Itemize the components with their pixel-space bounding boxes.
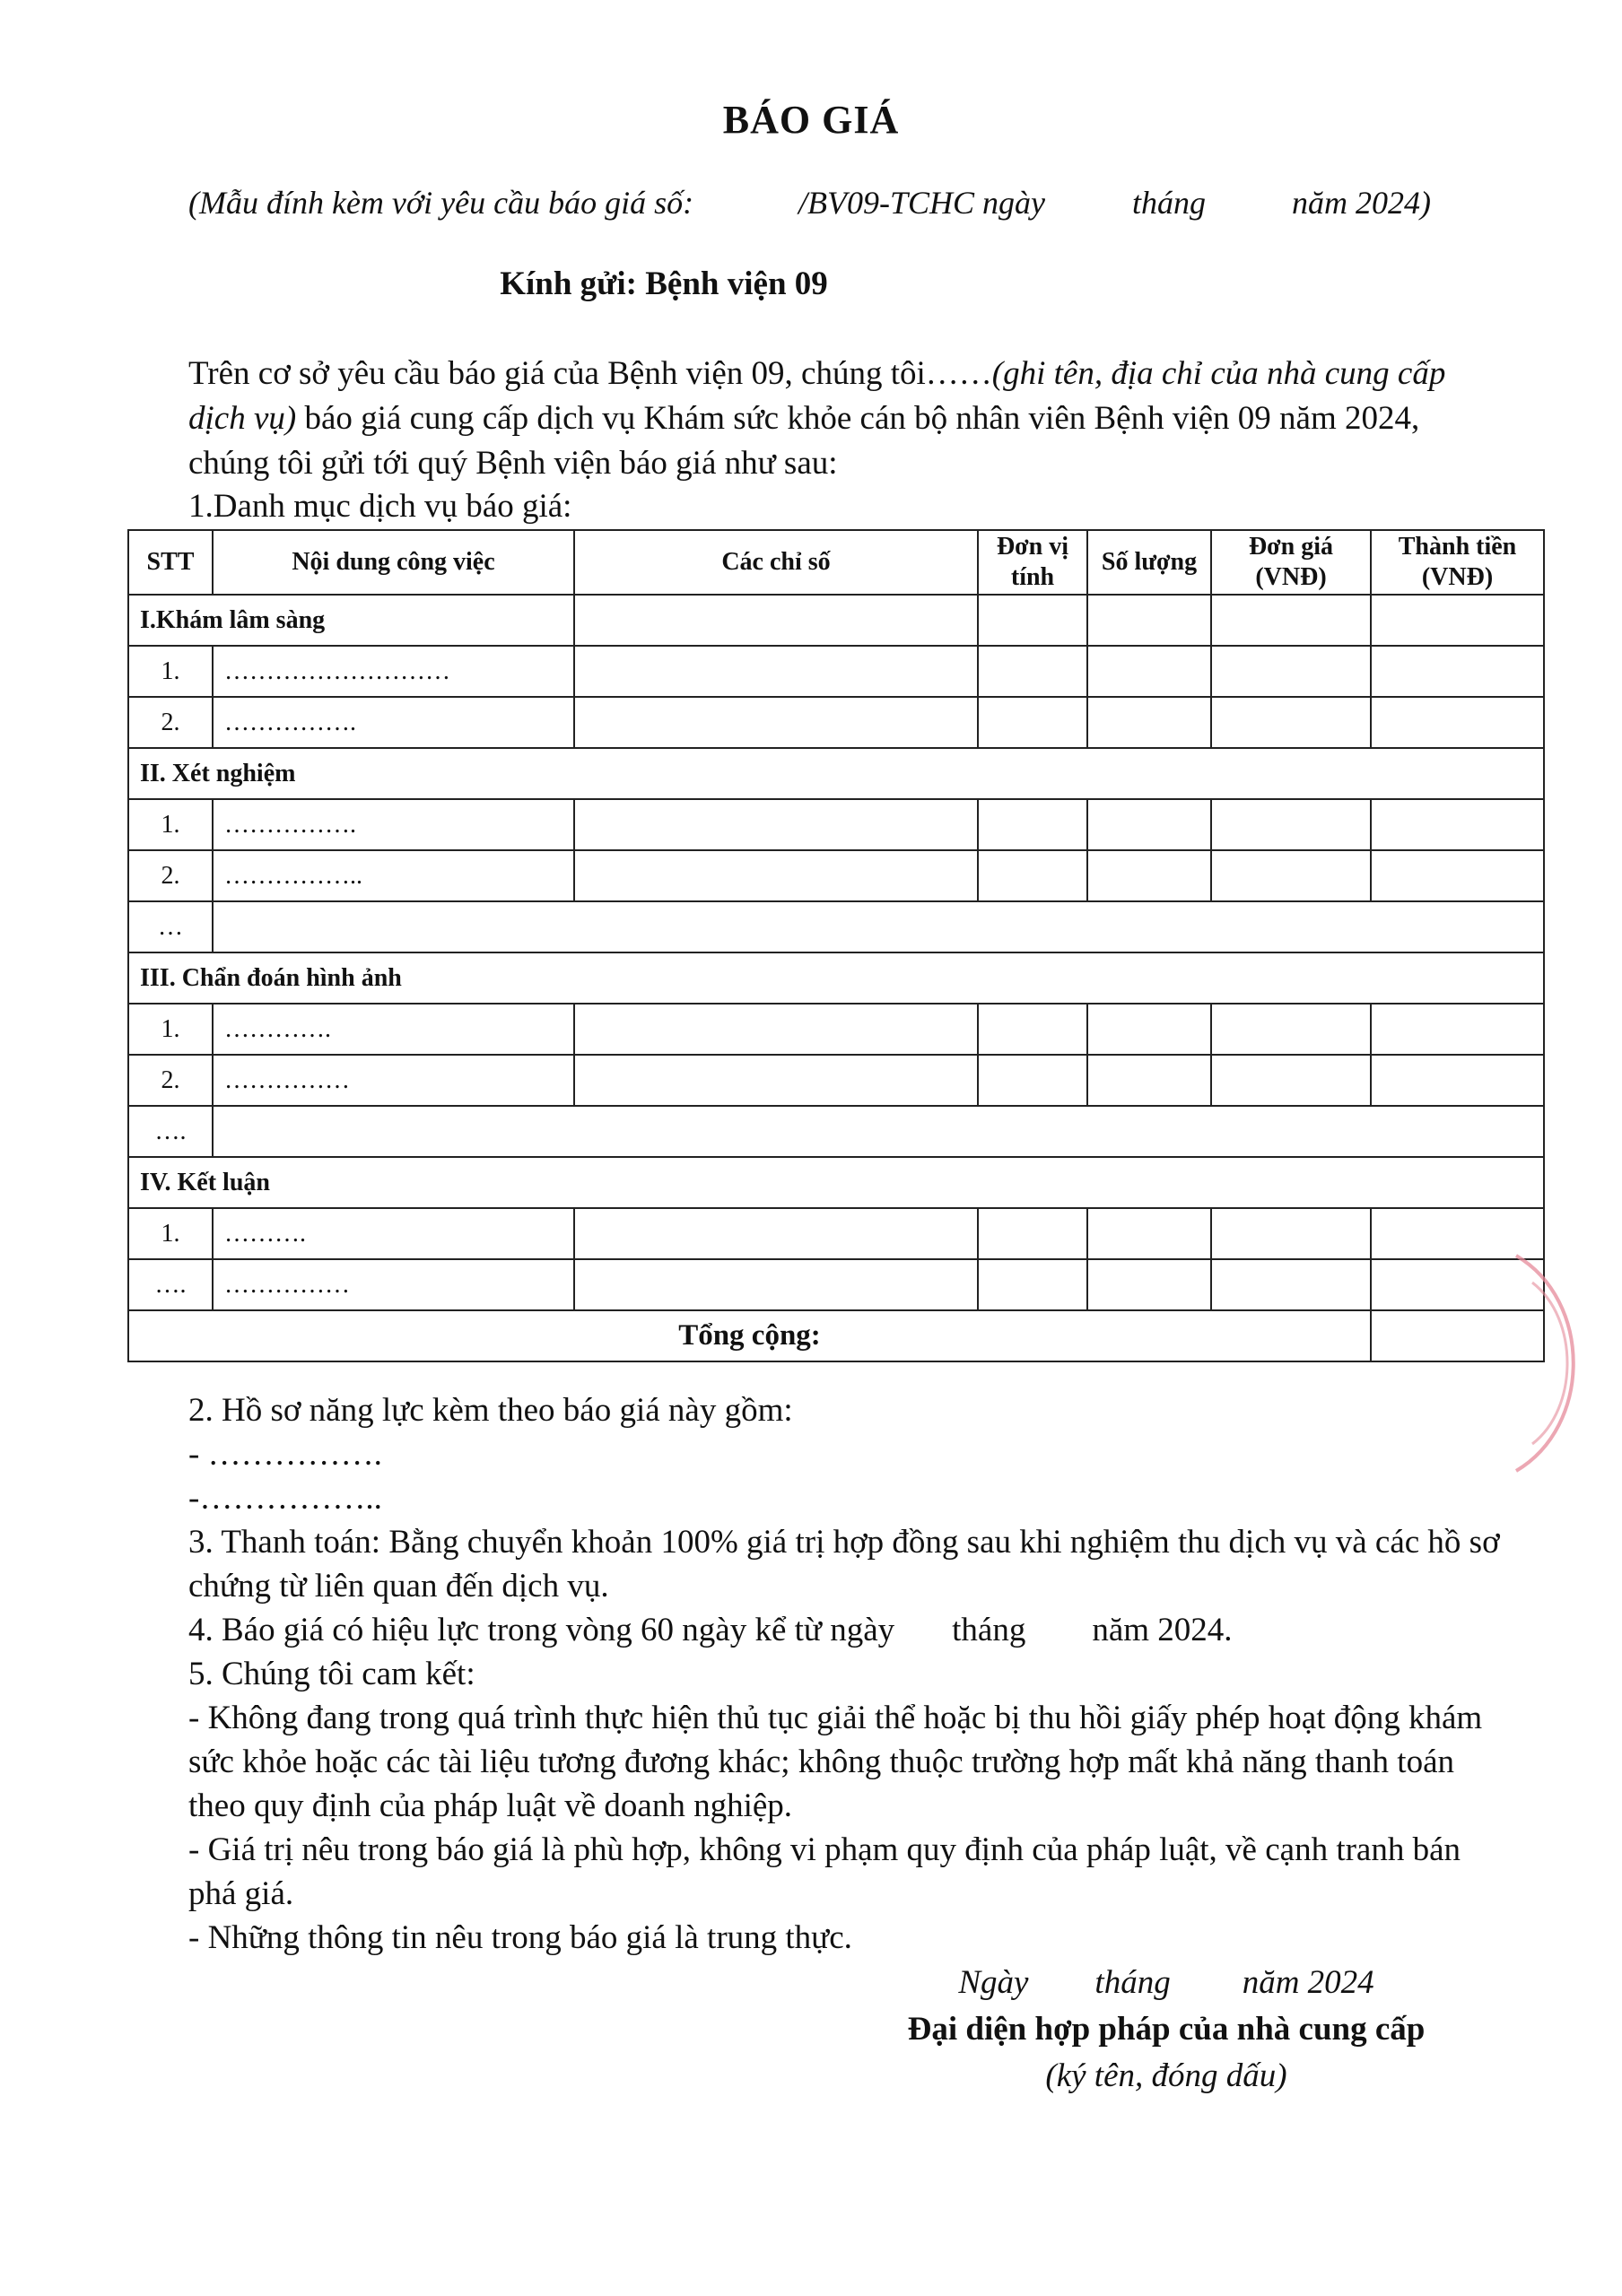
cell[interactable] — [1087, 1004, 1211, 1055]
commitment-3: - Những thông tin nêu trong báo giá là trung thực. — [188, 1919, 852, 1956]
header-stt: STT — [128, 530, 213, 595]
row-content[interactable]: …………. — [213, 1004, 574, 1055]
validity-text-c: năm 2024. — [1092, 1612, 1233, 1648]
intro-text-italic: (ghi tên, địa chỉ của nhà cung cấp dịch vụ) — [188, 355, 1446, 437]
cell[interactable] — [1211, 799, 1371, 850]
cell[interactable] — [1087, 646, 1211, 697]
row-stt: 1. — [128, 799, 213, 850]
sign-date-b: tháng — [1094, 1964, 1171, 2001]
cell[interactable] — [1087, 1259, 1211, 1310]
cell[interactable] — [574, 697, 978, 748]
cell[interactable] — [1211, 697, 1371, 748]
representative-title: Đại diện hợp pháp của nhà cung cấp — [907, 2011, 1426, 2048]
row-stt: 2. — [128, 697, 213, 748]
row-content[interactable]: …………… — [213, 1259, 574, 1310]
signature-date — [807, 1960, 1525, 2006]
cell[interactable] — [978, 646, 1087, 697]
cell[interactable] — [574, 1259, 978, 1310]
row-content[interactable]: ……………. — [213, 697, 574, 748]
row-content[interactable]: ……………………… — [213, 646, 574, 697]
commitment-1: - Không đang trong quá trình thực hiện thủ tục giải thể hoặc bị thu hồi giấy phép hoạt động khám sức khỏe hoặc các tài liệu tương đương khác; không thuộc trường hợp mất khả năng thanh toán theo quy định của pháp luật về doanh nghiệp. — [188, 1700, 1483, 1824]
cell[interactable] — [1087, 1055, 1211, 1106]
table-header-row — [128, 530, 1544, 595]
cell[interactable] — [1211, 1004, 1371, 1055]
row-content[interactable]: ………. — [213, 1208, 574, 1259]
body-text — [188, 1388, 1507, 1960]
cell[interactable] — [574, 1055, 978, 1106]
cell[interactable] — [574, 646, 978, 697]
table-row — [128, 799, 1544, 850]
intro-text-2: báo giá cung cấp dịch vụ Khám sức khỏe cán bộ nhân viên Bệnh viện 09 năm 2024, chúng tôi gửi tới quý Bệnh viện báo giá như sau: — [188, 400, 1420, 482]
cell[interactable] — [1087, 799, 1211, 850]
commitment-2: - Giá trị nêu trong báo giá là phù hợp, không vi phạm quy định của pháp luật, về cạnh tranh bán phá giá. — [188, 1831, 1461, 1912]
cell[interactable] — [978, 1055, 1087, 1106]
cell[interactable] — [1371, 799, 1544, 850]
group-row — [128, 952, 1544, 1004]
table-row — [128, 1208, 1544, 1259]
group-name: II. Xét nghiệm — [128, 748, 1544, 799]
intro-text-1: Trên cơ sở yêu cầu báo giá của Bệnh viện 09, chúng tôi…… — [188, 355, 992, 392]
row-content[interactable]: …………… — [213, 1055, 574, 1106]
cell[interactable] — [1211, 1208, 1371, 1259]
row-stt: 1. — [128, 1208, 213, 1259]
section-2-item-1: - ……………. — [188, 1436, 382, 1473]
partial-stamp-icon — [1507, 1247, 1579, 1480]
cell[interactable] — [1087, 850, 1211, 901]
cell[interactable] — [978, 850, 1087, 901]
table-row — [128, 697, 1544, 748]
header-quantity: Số lượng — [1087, 530, 1211, 595]
validity-text-b: tháng — [952, 1612, 1026, 1648]
subtitle-part-1: (Mẫu đính kèm với yêu cầu báo giá số: — [188, 185, 694, 221]
cell[interactable] — [574, 1208, 978, 1259]
row-stt: 1. — [128, 1004, 213, 1055]
group-name: IV. Kết luận — [128, 1157, 1544, 1208]
table-row — [128, 1259, 1544, 1310]
cell[interactable] — [574, 595, 978, 646]
sign-date-a: Ngày — [958, 1964, 1029, 2001]
row-content[interactable] — [213, 1106, 1544, 1157]
row-stt: … — [128, 901, 213, 952]
total-row — [128, 1310, 1544, 1361]
subtitle-part-3: tháng — [1132, 185, 1207, 221]
table-row — [128, 901, 1544, 952]
cell[interactable] — [1087, 1208, 1211, 1259]
cell[interactable] — [574, 1004, 978, 1055]
header-indicators: Các chỉ số — [574, 530, 978, 595]
cell[interactable] — [1371, 646, 1544, 697]
signature-note: (ký tên, đóng dấu) — [1045, 2057, 1287, 2094]
row-stt: 1. — [128, 646, 213, 697]
cell[interactable] — [1087, 697, 1211, 748]
section-2-item-2: -…………….. — [188, 1480, 382, 1517]
section-1-title: 1.Danh mục dịch vụ báo giá: — [188, 488, 572, 525]
cell[interactable] — [978, 595, 1087, 646]
cell[interactable] — [1371, 1004, 1544, 1055]
subtitle-part-4: năm 2024) — [1292, 185, 1431, 221]
header-unit: Đơn vị tính — [978, 530, 1087, 595]
header-unit-price: Đơn giá (VNĐ) — [1211, 530, 1371, 595]
table-row — [128, 850, 1544, 901]
row-stt: 2. — [128, 850, 213, 901]
row-content[interactable]: …………….. — [213, 850, 574, 901]
cell[interactable] — [574, 850, 978, 901]
document-title: BÁO GIÁ — [722, 98, 900, 142]
header-content: Nội dung công việc — [213, 530, 574, 595]
section-5-title: 5. Chúng tôi cam kết: — [188, 1656, 475, 1692]
group-row — [128, 1157, 1544, 1208]
table-row — [128, 646, 1544, 697]
cell[interactable] — [978, 1208, 1087, 1259]
group-row — [128, 595, 1544, 646]
cell[interactable] — [1087, 595, 1211, 646]
cell[interactable] — [978, 697, 1087, 748]
subtitle-part-2: /BV09-TCHC ngày — [798, 185, 1045, 221]
cell[interactable] — [978, 799, 1087, 850]
row-content[interactable]: ……………. — [213, 799, 574, 850]
cell[interactable] — [1211, 1055, 1371, 1106]
group-name: III. Chẩn đoán hình ảnh — [128, 952, 1544, 1004]
intro-paragraph — [188, 352, 1480, 486]
row-content[interactable] — [213, 901, 1544, 952]
sign-date-c: năm 2024 — [1242, 1964, 1374, 2001]
cell[interactable] — [1211, 1259, 1371, 1310]
validity-text-a: 4. Báo giá có hiệu lực trong vòng 60 ngày kể từ ngày — [188, 1612, 895, 1648]
table-row — [128, 1106, 1544, 1157]
cell[interactable] — [1371, 850, 1544, 901]
quote-table — [127, 529, 1545, 1362]
table-row — [128, 1004, 1544, 1055]
cell[interactable] — [1371, 1055, 1544, 1106]
cell[interactable] — [978, 1004, 1087, 1055]
row-stt: …. — [128, 1106, 213, 1157]
greeting: Kính gửi: Bệnh viện 09 — [500, 265, 828, 302]
table-row — [128, 1055, 1544, 1106]
section-4-validity — [188, 1608, 1507, 1652]
cell[interactable] — [978, 1259, 1087, 1310]
row-stt: 2. — [128, 1055, 213, 1106]
section-3-payment: 3. Thanh toán: Bằng chuyển khoản 100% giá trị hợp đồng sau khi nghiệm thu dịch vụ và các hồ sơ chứng từ liên quan đến dịch vụ. — [188, 1524, 1500, 1605]
group-row — [128, 748, 1544, 799]
cell[interactable] — [574, 799, 978, 850]
cell[interactable] — [1211, 850, 1371, 901]
cell[interactable] — [1371, 697, 1544, 748]
cell[interactable] — [1211, 646, 1371, 697]
total-label: Tổng cộng: — [128, 1310, 1371, 1361]
cell[interactable] — [1211, 595, 1371, 646]
cell[interactable] — [1371, 595, 1544, 646]
header-amount: Thành tiền (VNĐ) — [1371, 530, 1544, 595]
section-2-title: 2. Hồ sơ năng lực kèm theo báo giá này gồm: — [188, 1392, 793, 1429]
signature-block — [807, 1960, 1525, 2100]
group-name: I.Khám lâm sàng — [128, 595, 574, 646]
row-stt: …. — [128, 1259, 213, 1310]
